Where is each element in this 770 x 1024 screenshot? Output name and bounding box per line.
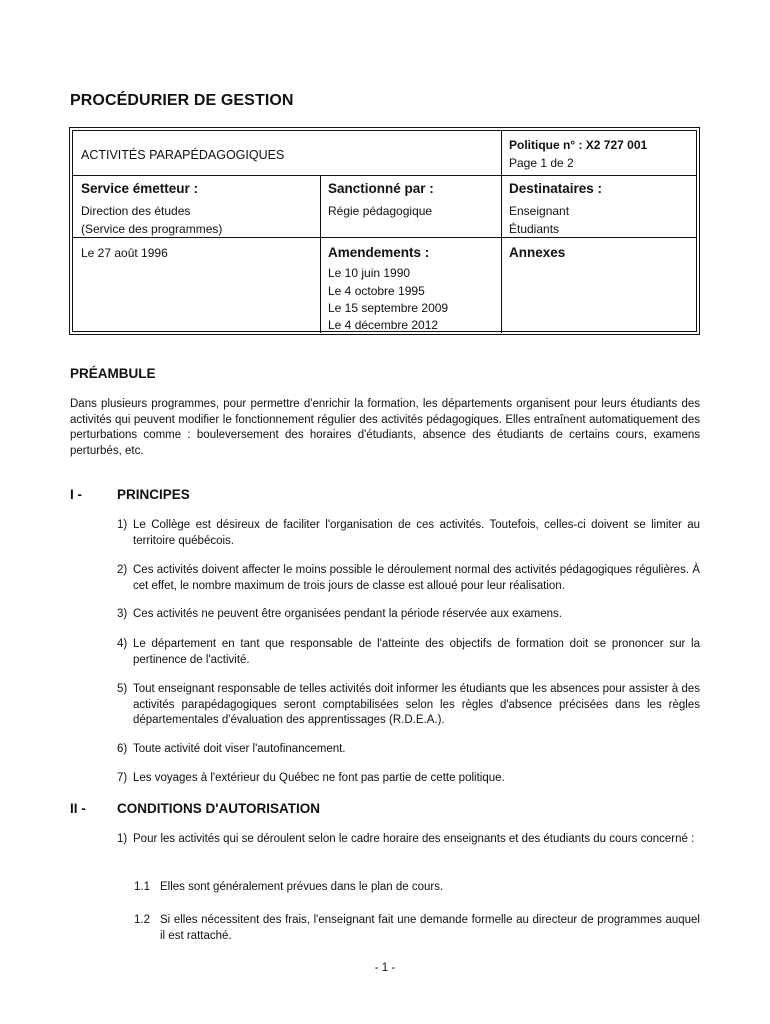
- sub-item: [134, 913, 700, 944]
- preamble-heading: PRÉAMBULE: [70, 366, 156, 381]
- item-number: 7): [117, 772, 128, 784]
- item-number: 4): [117, 638, 128, 650]
- dest-line: Étudiants: [509, 222, 560, 236]
- list-item: [117, 742, 700, 758]
- table-divider: [320, 175, 321, 333]
- issue-date: Le 27 août 1996: [81, 246, 168, 260]
- section-heading: CONDITIONS D'AUTORISATION: [117, 801, 320, 816]
- section-number: I -: [70, 487, 82, 502]
- item-text: Pour les activités qui se déroulent selon le cadre horaire des enseignants et des étudiants du cours concerné :: [133, 833, 695, 845]
- annex-label: Annexes: [509, 245, 566, 260]
- item-number: 1): [117, 519, 128, 531]
- item-number: 6): [117, 743, 128, 755]
- table-divider: [501, 131, 502, 333]
- item-text: Ces activités ne peuvent être organisées pendant la période réservée aux examens.: [133, 608, 562, 620]
- list-item: [117, 518, 700, 549]
- sanction-value: Régie pédagogique: [328, 204, 433, 218]
- preamble-text: Dans plusieurs programmes, pour permettre d'enrichir la formation, les départements organisent pour leurs étudiants des activités qui peuvent modifier le fonctionnement régulier des activités pédagogiques. Elles entraînent automatiquement des perturbations comme : bouleversement des horaires d'étudiants, absence des étudiants de certains cours, examens perturbés, etc.: [70, 398, 700, 457]
- page-title: PROCÉDURIER DE GESTION: [70, 92, 294, 109]
- policy-number: Politique n° : X2 727 001: [509, 138, 648, 152]
- service-label: Service émetteur :: [81, 181, 199, 196]
- dest-label: Destinataires :: [509, 181, 603, 196]
- amend-line: Le 4 décembre 2012: [328, 318, 439, 332]
- section-number: II -: [70, 801, 86, 816]
- sub-item-text: Si elles nécessitent des frais, l'enseignant fait une demande formelle au directeur de programmes auquel il est rattaché.: [160, 914, 700, 942]
- dest-line: Enseignant: [509, 204, 570, 218]
- sub-item-number: 1.2: [134, 914, 150, 926]
- list-item: [117, 637, 700, 668]
- page-indicator: Page 1 de 2: [509, 156, 574, 170]
- amend-line: Le 10 juin 1990: [328, 266, 411, 280]
- table-divider: [73, 175, 696, 176]
- item-text: Le département en tant que responsable de l'atteinte des objectifs de formation doit se prononcer sur la pertinence de l'activité.: [133, 638, 700, 666]
- sub-item-text: Elles sont généralement prévues dans le plan de cours.: [160, 881, 444, 893]
- service-line: (Service des programmes): [81, 222, 223, 236]
- item-text: Tout enseignant responsable de telles activités doit informer les étudiants que les absences pour assister à des activités parapédagogiques seront comptabilisées selon les règles d'absence précisées dans les règles départementales d'évaluation des apprentissages (R.D.E.A.).: [133, 683, 700, 726]
- item-number: 1): [117, 833, 128, 845]
- service-line: Direction des études: [81, 204, 191, 218]
- item-text: Ces activités doivent affecter le moins possible le déroulement normal des activités pédagogiques régulières. À cet effet, le nombre maximum de trois jours de classe est alloué pour leur réalisation.: [133, 564, 700, 592]
- item-text: Toute activité doit viser l'autofinancement.: [133, 743, 346, 755]
- amend-label: Amendements :: [328, 245, 430, 260]
- header-table: [69, 127, 700, 335]
- section-heading: PRINCIPES: [117, 487, 190, 502]
- list-item: [117, 607, 700, 623]
- list-item: [117, 771, 700, 787]
- amend-line: Le 15 septembre 2009: [328, 301, 449, 315]
- sub-item: [134, 880, 700, 896]
- item-number: 3): [117, 608, 128, 620]
- page-number: - 1 -: [374, 962, 396, 974]
- list-item: [117, 563, 700, 594]
- item-text: Le Collège est désireux de faciliter l'organisation de ces activités. Toutefois, celles-ci doivent se limiter au territoire québécois.: [133, 519, 700, 547]
- amend-line: Le 4 octobre 1995: [328, 284, 425, 298]
- list-item: [117, 682, 700, 729]
- sub-item-number: 1.1: [134, 881, 150, 893]
- list-item: [117, 832, 700, 848]
- item-number: 2): [117, 564, 128, 576]
- item-text: Les voyages à l'extérieur du Québec ne font pas partie de cette politique.: [133, 772, 505, 784]
- item-number: 5): [117, 683, 128, 695]
- activity-title: ACTIVITÉS PARAPÉDAGOGIQUES: [81, 148, 285, 162]
- sanction-label: Sanctionné par :: [328, 181, 434, 196]
